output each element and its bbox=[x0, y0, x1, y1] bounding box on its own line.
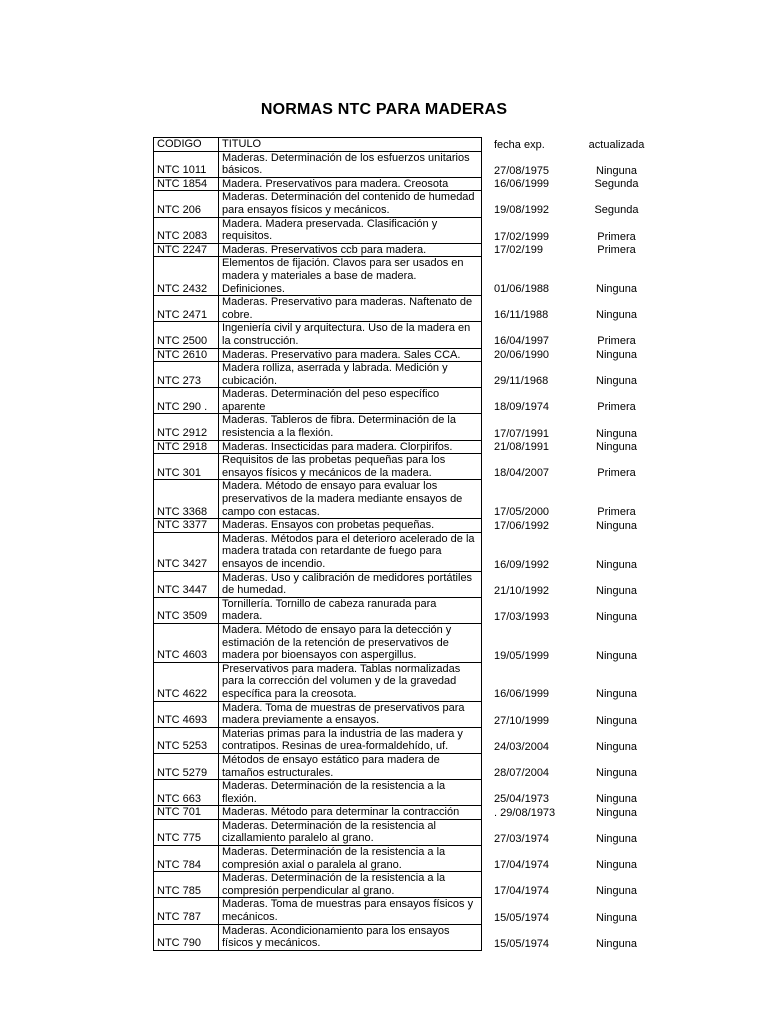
norm-title: Maderas. Determinación de la resistencia a la compresión perpendicular al grano. bbox=[219, 872, 482, 898]
norm-updated: Ninguna bbox=[596, 427, 637, 440]
norm-code: NTC 2610 bbox=[154, 348, 219, 362]
norm-code: NTC 3509 bbox=[154, 597, 219, 623]
norm-date: 16/06/1999 bbox=[494, 178, 550, 191]
norm-title: Maderas. Métodos para el deterioro acelerado de la madera tratada con retardante de fuego para ensayos de incendio. bbox=[219, 532, 482, 571]
norm-code: NTC 2912 bbox=[154, 414, 219, 440]
norm-code: NTC 4622 bbox=[154, 662, 219, 701]
norm-code: NTC 3368 bbox=[154, 480, 219, 519]
norm-title: Maderas. Preservativo para maderas. Naftenato de cobre. bbox=[219, 296, 482, 322]
norm-updated: Primera bbox=[597, 335, 636, 348]
norm-date: 27/08/1975 bbox=[494, 164, 550, 177]
norm-updated: Ninguna bbox=[596, 688, 637, 701]
norm-updated: Ninguna bbox=[596, 885, 637, 898]
norm-updated: Segunda bbox=[594, 178, 639, 191]
norm-date: 15/05/1974 bbox=[494, 937, 550, 950]
norm-code: NTC 1011 bbox=[154, 151, 219, 177]
norm-title: Maderas. Determinación del contenido de humedad para ensayos físicos y mecánicos. bbox=[219, 191, 482, 217]
norm-title: Maderas. Uso y calibración de medidores portátiles de humedad. bbox=[219, 571, 482, 597]
norm-date: 18/09/1974 bbox=[494, 401, 550, 414]
norm-code: NTC 301 bbox=[154, 454, 219, 480]
table-row bbox=[154, 388, 650, 414]
norm-title: Maderas. Método para determinar la contracción bbox=[219, 806, 482, 820]
norm-date: 29/11/1968 bbox=[494, 375, 549, 388]
norm-updated: Ninguna bbox=[596, 610, 637, 623]
norm-date: 16/11/1988 bbox=[494, 309, 549, 322]
norm-title: Maderas. Determinación de la resistencia al cizallamiento paralelo al grano. bbox=[219, 819, 482, 845]
norm-date: 17/06/1992 bbox=[494, 519, 550, 532]
norm-updated: Ninguna bbox=[596, 937, 637, 950]
table-row bbox=[154, 177, 650, 191]
norm-date: 16/06/1999 bbox=[494, 688, 550, 701]
norm-title: Maderas. Determinación del peso específico aparente bbox=[219, 388, 482, 414]
table-row bbox=[154, 480, 650, 519]
table-row bbox=[154, 872, 650, 898]
table-row bbox=[154, 806, 650, 820]
norm-code: NTC 784 bbox=[154, 846, 219, 872]
norm-updated: Ninguna bbox=[596, 832, 637, 845]
norm-code: NTC 3427 bbox=[154, 532, 219, 571]
norm-updated: Ninguna bbox=[596, 806, 637, 819]
norm-updated: Ninguna bbox=[596, 375, 637, 388]
norm-title: Elementos de fijación. Clavos para ser usados en madera y materiales a base de madera. Definiciones. bbox=[219, 257, 482, 296]
table-row bbox=[154, 662, 650, 701]
table-row bbox=[154, 819, 650, 845]
norm-title: Madera. Preservativos para madera. Creosota bbox=[219, 177, 482, 191]
norm-updated: Ninguna bbox=[596, 519, 637, 532]
norm-date: 28/07/2004 bbox=[494, 767, 550, 779]
table-row bbox=[154, 348, 650, 362]
norm-code: NTC 1854 bbox=[154, 177, 219, 191]
norm-date: 21/08/1991 bbox=[494, 441, 550, 454]
norm-date: 27/03/1974 bbox=[494, 832, 550, 845]
norm-title: Maderas. Determinación de los esfuerzos unitarios básicos. bbox=[219, 151, 482, 177]
header-fecha: fecha exp. bbox=[494, 138, 545, 151]
norm-date: . 29/08/1973 bbox=[494, 806, 556, 819]
table-row bbox=[154, 243, 650, 257]
norm-title: Madera. Madera preservada. Clasificación y requisitos. bbox=[219, 217, 482, 243]
norm-code: NTC 775 bbox=[154, 819, 219, 845]
norm-updated: Ninguna bbox=[596, 309, 637, 322]
table-row bbox=[154, 414, 650, 440]
norm-code: NTC 4603 bbox=[154, 623, 219, 662]
norm-date: 24/03/2004 bbox=[494, 740, 550, 753]
norm-date: 17/07/1991 bbox=[494, 427, 550, 440]
header-actualizada: actualizada bbox=[588, 138, 645, 151]
norm-code: NTC 790 bbox=[154, 924, 219, 950]
norm-code: NTC 2432 bbox=[154, 257, 219, 296]
norm-updated: Ninguna bbox=[596, 911, 637, 924]
norm-updated: Ninguna bbox=[596, 859, 637, 872]
norm-date: 15/05/1974 bbox=[494, 911, 550, 924]
norm-title: Preservativos para madera. Tablas normalizadas para la corrección del volumen y de la gravedad específica para la creosota. bbox=[219, 662, 482, 701]
norm-date: 17/03/1993 bbox=[494, 610, 550, 623]
norm-title: Madera. Método de ensayo para evaluar los preservativos de la madera mediante ensayos de campo con estacas. bbox=[219, 480, 482, 519]
norm-date: 20/06/1990 bbox=[494, 349, 550, 361]
norm-date: 17/02/199 bbox=[494, 244, 543, 257]
norm-date: 19/05/1999 bbox=[494, 649, 550, 662]
norm-title: Tornillería. Tornillo de cabeza ranurada para madera. bbox=[219, 597, 482, 623]
page-title: NORMAS NTC PARA MADERAS bbox=[260, 101, 508, 118]
norm-code: NTC 2083 bbox=[154, 217, 219, 243]
norm-updated: Primera bbox=[597, 230, 636, 243]
norm-date: 16/09/1992 bbox=[494, 558, 550, 571]
norm-updated: Ninguna bbox=[596, 558, 637, 571]
table-row bbox=[154, 217, 650, 243]
norm-title: Maderas. Ensayos con probetas pequeñas. bbox=[219, 519, 482, 533]
norm-code: NTC 3447 bbox=[154, 571, 219, 597]
table-row bbox=[154, 151, 650, 177]
table-row bbox=[154, 898, 650, 924]
norm-title: Materias primas para la industria de las madera y contratipos. Resinas de urea-formaldehído, uf. bbox=[219, 727, 482, 753]
norm-code: NTC 206 bbox=[154, 191, 219, 217]
norm-date: 16/04/1997 bbox=[494, 335, 550, 348]
norm-date: 25/04/1973 bbox=[494, 793, 550, 806]
table-header-row bbox=[154, 138, 650, 152]
norm-date: 21/10/1992 bbox=[494, 584, 550, 597]
norm-updated: Ninguna bbox=[596, 283, 637, 296]
norm-date: 17/04/1974 bbox=[494, 885, 550, 898]
table-row bbox=[154, 257, 650, 296]
norm-code: NTC 785 bbox=[154, 872, 219, 898]
norm-updated: Ninguna bbox=[596, 649, 637, 662]
norm-code: NTC 273 bbox=[154, 362, 219, 388]
norm-code: NTC 2247 bbox=[154, 243, 219, 257]
norm-code: NTC 663 bbox=[154, 780, 219, 806]
norm-title: Maderas. Tableros de fibra. Determinación de la resistencia a la flexión. bbox=[219, 414, 482, 440]
norm-updated: Ninguna bbox=[596, 767, 637, 779]
norm-updated: Ninguna bbox=[596, 740, 637, 753]
norm-code: NTC 701 bbox=[154, 806, 219, 820]
norm-date: 19/08/1992 bbox=[494, 204, 550, 217]
norm-code: NTC 4693 bbox=[154, 701, 219, 727]
norm-updated: Primera bbox=[597, 506, 636, 519]
norm-updated: Ninguna bbox=[596, 441, 637, 454]
table-row bbox=[154, 753, 650, 779]
norm-code: NTC 5279 bbox=[154, 753, 219, 779]
norm-date: 01/06/1988 bbox=[494, 283, 550, 296]
norm-updated: Segunda bbox=[594, 204, 639, 217]
norm-code: NTC 3377 bbox=[154, 519, 219, 533]
norm-title: Maderas. Determinación de la resistencia a la flexión. bbox=[219, 780, 482, 806]
table-row bbox=[154, 846, 650, 872]
norm-code: NTC 2471 bbox=[154, 296, 219, 322]
norm-updated: Ninguna bbox=[596, 793, 637, 806]
norm-title: Madera. Método de ensayo para la detección y estimación de la retención de preservativos de madera por bioensayos con aspergillus. bbox=[219, 623, 482, 662]
norm-title: Maderas. Insecticidas para madera. Clorpirifos. bbox=[219, 440, 482, 454]
table-row bbox=[154, 924, 650, 950]
table-row bbox=[154, 623, 650, 662]
norm-title: Métodos de ensayo estático para madera de tamaños estructurales. bbox=[219, 753, 482, 779]
norm-code: NTC 787 bbox=[154, 898, 219, 924]
norm-title: Madera rolliza, aserrada y labrada. Medición y cubicación. bbox=[219, 362, 482, 388]
norm-date: 18/04/2007 bbox=[494, 467, 550, 480]
norm-date: 17/02/1999 bbox=[494, 230, 550, 243]
norm-updated: Ninguna bbox=[596, 349, 637, 361]
norm-title: Ingeniería civil y arquitectura. Uso de la madera en la construcción. bbox=[219, 322, 482, 348]
table-row bbox=[154, 701, 650, 727]
table-row bbox=[154, 454, 650, 480]
header-titulo: TITULO bbox=[219, 138, 482, 152]
norm-title: Requisitos de las probetas pequeñas para los ensayos físicos y mecánicos de la madera. bbox=[219, 454, 482, 480]
table-row bbox=[154, 532, 650, 571]
table-row bbox=[154, 727, 650, 753]
norm-updated: Primera bbox=[597, 401, 636, 414]
norm-code: NTC 2918 bbox=[154, 440, 219, 454]
table-row bbox=[154, 191, 650, 217]
norm-code: NTC 5253 bbox=[154, 727, 219, 753]
table-row bbox=[154, 597, 650, 623]
norm-title: Maderas. Preservativo para madera. Sales CCA. bbox=[219, 348, 482, 362]
table-row bbox=[154, 571, 650, 597]
table-row bbox=[154, 440, 650, 454]
norm-updated: Ninguna bbox=[596, 714, 637, 727]
norm-title: Maderas. Toma de muestras para ensayos físicos y mecánicos. bbox=[219, 898, 482, 924]
table-row bbox=[154, 296, 650, 322]
norms-table bbox=[153, 137, 650, 951]
norm-title: Maderas. Acondicionamiento para los ensayos físicos y mecánicos. bbox=[219, 924, 482, 950]
table-row bbox=[154, 362, 650, 388]
norm-code: NTC 2500 bbox=[154, 322, 219, 348]
norm-updated: Ninguna bbox=[596, 164, 637, 177]
norm-date: 17/05/2000 bbox=[494, 506, 550, 519]
norm-title: Maderas. Preservativos ccb para madera. bbox=[219, 243, 482, 257]
norm-updated: Ninguna bbox=[596, 584, 637, 597]
norm-updated: Primera bbox=[597, 244, 636, 257]
norm-title: Madera. Toma de muestras de preservativos para madera previamente a ensayos. bbox=[219, 701, 482, 727]
header-codigo: CODIGO bbox=[154, 138, 219, 152]
table-row bbox=[154, 780, 650, 806]
norm-updated: Primera bbox=[597, 467, 636, 480]
norm-title: Maderas. Determinación de la resistencia a la compresión axial o paralela al grano. bbox=[219, 846, 482, 872]
norm-date: 17/04/1974 bbox=[494, 859, 550, 872]
table-row bbox=[154, 519, 650, 533]
norm-date: 27/10/1999 bbox=[494, 714, 550, 727]
norm-code: NTC 290 . bbox=[154, 388, 219, 414]
table-row bbox=[154, 322, 650, 348]
